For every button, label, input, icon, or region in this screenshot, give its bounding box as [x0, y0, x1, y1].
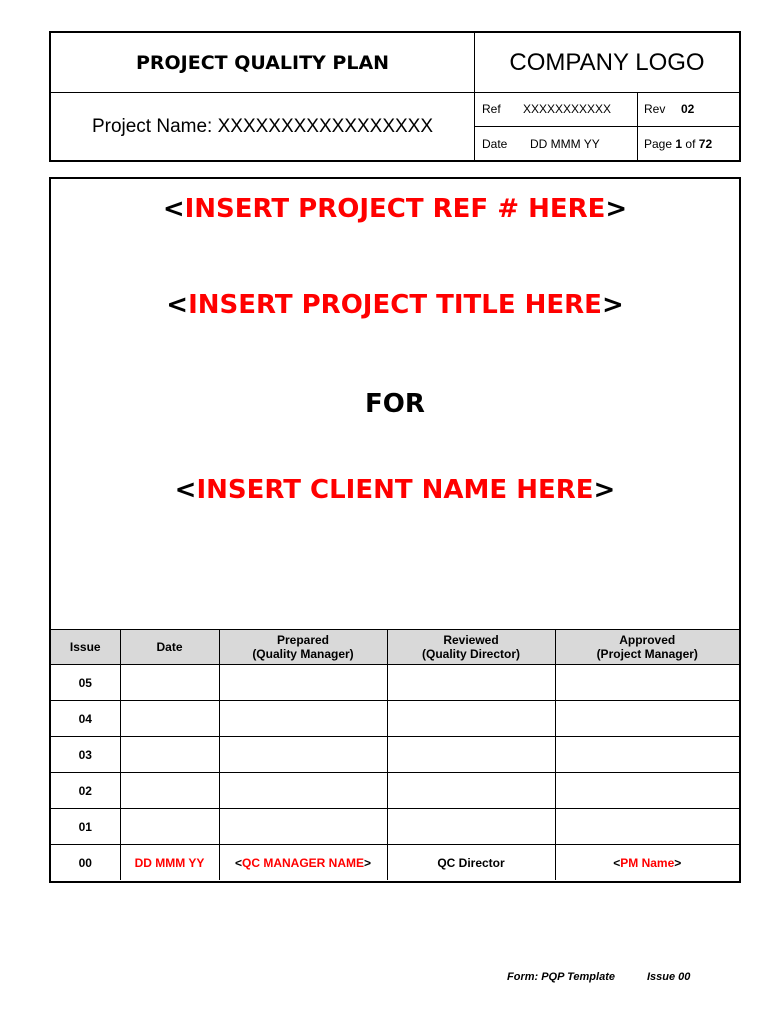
open-bracket: < [166, 290, 189, 320]
reviewed-header-role: (Quality Director) [421, 647, 520, 661]
date-cell[interactable] [120, 737, 219, 773]
prepared-cell[interactable] [219, 665, 387, 701]
reviewed-cell[interactable] [387, 701, 555, 737]
prepared-header-role: (Quality Manager) [252, 647, 354, 661]
prepared-cell[interactable] [219, 809, 387, 845]
reviewed-cell[interactable] [387, 773, 555, 809]
client-name-placeholder [51, 475, 739, 505]
open-bracket: < [162, 194, 185, 224]
header-divider [474, 126, 739, 127]
date-cell[interactable] [120, 665, 219, 701]
approved-header-role: (Project Manager) [596, 647, 698, 661]
reviewed-cell[interactable] [387, 665, 555, 701]
revision-table [51, 629, 739, 880]
close-bracket: > [593, 475, 616, 505]
prepared-header-title: Prepared [276, 633, 330, 647]
table-row-final [51, 845, 739, 881]
project-ref-text: INSERT PROJECT REF # HERE [184, 194, 606, 224]
reviewed-header-title: Reviewed [443, 633, 499, 647]
reviewed-header [387, 630, 555, 665]
document-title: PROJECT QUALITY PLAN [135, 51, 390, 74]
table-row [51, 737, 739, 773]
table-header-row [51, 630, 739, 665]
form-name: Form: PQP Template [507, 971, 615, 983]
for-label: FOR [365, 389, 425, 419]
date-header: Date [120, 630, 219, 665]
open-bracket: < [613, 855, 621, 870]
approved-header-title: Approved [619, 633, 676, 647]
header-divider [637, 92, 638, 160]
rev-label: Rev [644, 102, 666, 116]
issue-cell: 05 [51, 665, 120, 701]
date-cell[interactable] [120, 701, 219, 737]
issue-cell: 04 [51, 701, 120, 737]
prepared-cell[interactable] [219, 737, 387, 773]
approved-cell[interactable] [555, 737, 739, 773]
project-title-text: INSERT PROJECT TITLE HERE [188, 290, 602, 320]
issue-cell: 02 [51, 773, 120, 809]
approved-header [555, 630, 739, 665]
issue-cell: 00 [51, 845, 120, 881]
client-name-text: INSERT CLIENT NAME HERE [196, 475, 594, 505]
project-name [51, 93, 474, 160]
project-name-value: XXXXXXXXXXXXXXXXX [217, 115, 434, 137]
reviewed-cell[interactable] [387, 809, 555, 845]
project-name-label: Project Name: [91, 115, 218, 137]
page-number [644, 137, 712, 151]
prepared-cell[interactable] [219, 701, 387, 737]
issue-header: Issue [51, 630, 120, 665]
project-title-placeholder [51, 290, 739, 320]
date-label: Date [482, 137, 508, 151]
approved-cell[interactable] [555, 665, 739, 701]
form-issue: Issue 00 [647, 971, 691, 983]
cover-panel [49, 177, 741, 883]
table-row [51, 773, 739, 809]
reviewed-cell: QC Director [387, 845, 555, 881]
close-bracket: > [601, 290, 624, 320]
table-row [51, 701, 739, 737]
prepared-header [219, 630, 387, 665]
page-total: 72 [698, 137, 713, 151]
close-bracket: > [364, 855, 372, 870]
approved-cell[interactable] [555, 773, 739, 809]
approved-cell [555, 845, 739, 881]
ref-label: Ref [482, 102, 501, 116]
company-logo: COMPANY LOGO [509, 48, 705, 76]
ref-value: XXXXXXXXXXX [523, 102, 612, 116]
table-row [51, 665, 739, 701]
date-value: DD MMM YY [530, 137, 600, 151]
issue-cell: 03 [51, 737, 120, 773]
issue-cell: 01 [51, 809, 120, 845]
close-bracket: > [674, 855, 682, 870]
open-bracket: < [174, 475, 197, 505]
project-ref-placeholder [51, 194, 739, 224]
pm-name: PM Name [620, 855, 675, 870]
open-bracket: < [234, 855, 242, 870]
rev-value: 02 [681, 102, 695, 116]
page-current: 1 [675, 137, 683, 151]
approved-cell[interactable] [555, 809, 739, 845]
page-of: of [685, 137, 696, 151]
reviewed-cell[interactable] [387, 737, 555, 773]
qc-manager-name: QC MANAGER NAME [242, 855, 364, 870]
date-cell[interactable] [120, 773, 219, 809]
date-cell: DD MMM YY [120, 845, 219, 881]
document-header [49, 31, 741, 162]
prepared-cell[interactable] [219, 773, 387, 809]
date-cell[interactable] [120, 809, 219, 845]
page-label: Page [644, 137, 673, 151]
prepared-cell [219, 845, 387, 881]
approved-cell[interactable] [555, 701, 739, 737]
table-row [51, 809, 739, 845]
close-bracket: > [605, 194, 628, 224]
